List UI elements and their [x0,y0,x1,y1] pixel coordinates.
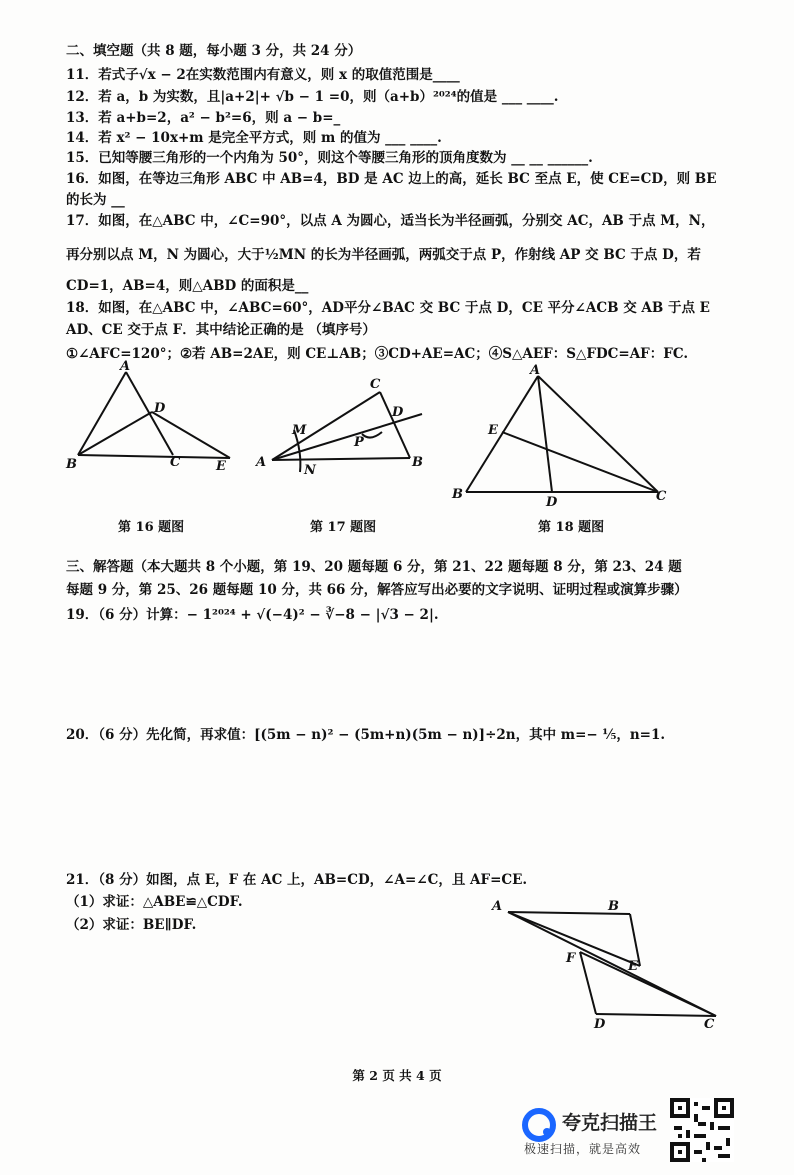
fig17-label-b: B [412,455,423,470]
fig18-label-b: B [452,487,463,502]
fig18-label-a: A [530,363,541,378]
fig21-label-b: B [608,899,619,914]
figure-16 [60,360,240,480]
fig16-label-e: E [216,459,226,474]
question-12: 12．若 a，b 为实数，且|a+2|+ √b − 1 =0，则（a+b）²⁰²⁴的值是 ___ ____. [66,89,559,105]
fig18-label-c: C [656,489,667,504]
fig16-label-c: C [170,455,181,470]
question-16-line-2: 的长为 __ [66,192,125,208]
question-21: 21．（8 分）如图，点 E，F 在 AC 上，AB=CD，∠A=∠C，且 AF=CE. [66,872,528,888]
question-18-line-3: ①∠AFC=120°；②若 AB=2AE，则 CE⊥AB；③CD+AE=AC；④S△AEF：S△FDC=AF：FC. [66,346,689,362]
fig21-label-a: A [492,899,503,914]
question-19: 19．（6 分）计算：− 1²⁰²⁴ + √(−4)² − ∛−8 − |√3 − 2|. [66,607,439,623]
fig21-label-f: F [566,951,576,966]
section-2-header: 二、填空题（共 8 题，每小题 3 分，共 24 分） [66,43,362,59]
question-17-line-2: 再分别以点 M，N 为圆心，大于½MN 的长为半径画弧，两弧交于点 P，作射线 AP 交 BC 于点 D，若 [66,247,701,263]
fig17-label-d: D [392,405,404,420]
quark-logo-icon [522,1108,556,1142]
figure-18-caption: 第 18 题图 [538,520,605,535]
question-11: 11．若式子√x − 2在实数范围内有意义，则 x 的取值范围是____ [66,67,460,83]
fig17-label-c: C [370,377,381,392]
scanner-brand-name: 夸克扫描王 [562,1112,658,1134]
fig21-label-e: E [628,959,638,974]
fig17-label-n: N [304,463,316,478]
question-17-line-1: 17．如图，在△ABC 中，∠C=90°，以点 A 为圆心，适当长为半径画弧，分别交 AC，AB 于点 M，N， [66,213,715,229]
page-number: 第 2 页 共 4 页 [352,1068,442,1083]
question-21-part-2: （2）求证：BE∥DF. [66,917,197,933]
question-18-line-1: 18．如图，在△ABC 中，∠ABC=60°，AD平分∠BAC 交 BC 于点 D，CE 平分∠ACB 交 AB 于点 E [66,300,710,316]
question-21-part-1: （1）求证：△ABE≌△CDF. [66,894,243,910]
fig16-label-d: D [154,401,166,416]
fig18-label-e: E [488,423,498,438]
question-15: 15．已知等腰三角形的一个内角为 50°，则这个等腰三角形的顶角度数为 __ __ ______. [66,150,593,166]
fig17-label-p: P [354,435,364,450]
fig21-label-c: C [704,1017,715,1032]
qr-code-icon [670,1098,734,1162]
section-3-header-line-2: 每题 9 分，第 25、26 题每题 10 分，共 66 分，解答应写出必要的文字说明、证明过程或演算步骤） [66,582,688,598]
question-13: 13．若 a+b=2，a² − b²=6，则 a − b=_ [66,110,341,126]
fig18-label-d: D [546,495,558,510]
question-16-line-1: 16．如图，在等边三角形 ABC 中 AB=4，BD 是 AC 边上的高，延长 BC 至点 E，使 CE=CD，则 BE [66,171,717,187]
question-20: 20．（6 分）先化简，再求值：[(5m − n)² − (5m+n)(5m − n)]÷2n，其中 m=− ⅕，n=1. [66,727,666,743]
figure-21 [484,890,734,1040]
fig16-label-a: A [120,360,131,374]
fig17-label-a: A [256,455,267,470]
question-17-line-3: CD=1，AB=4，则△ABD 的面积是__ [66,278,309,294]
figure-18 [448,360,688,510]
scanner-slogan: 极速扫描，就是高效 [524,1142,642,1156]
quark-logo-dot-icon [543,1128,551,1136]
fig17-label-m: M [292,423,307,438]
section-3-header-line-1: 三、解答题（本大题共 8 个小题，第 19、20 题每题 6 分，第 21、22 题每题 8 分，第 23、24 题 [66,559,682,575]
figure-17-caption: 第 17 题图 [310,520,377,535]
question-14: 14．若 x² − 10x+m 是完全平方式，则 m 的值为 ___ ____. [66,130,442,146]
question-18-line-2: AD、CE 交于点 F．其中结论正确的是 （填序号） [66,322,376,338]
fig21-label-d: D [594,1017,606,1032]
figure-17 [252,372,432,482]
fig16-label-b: B [66,457,77,472]
figure-16-caption: 第 16 题图 [118,520,185,535]
